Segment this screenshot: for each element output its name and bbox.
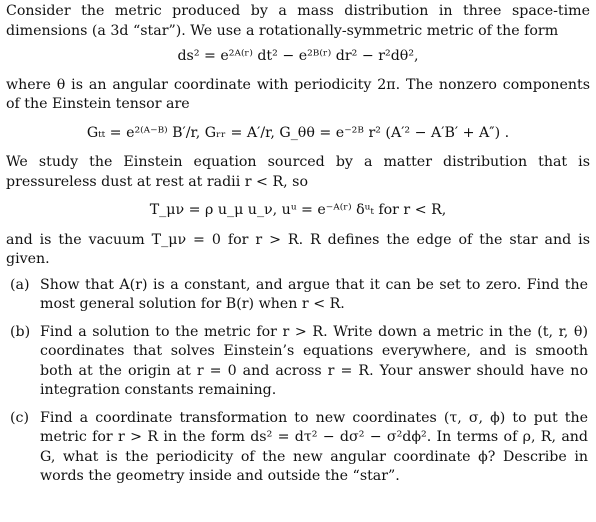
part-c bbox=[6, 409, 590, 487]
part-a-text: Show that A(r) is a constant, and argue that it can be set to zero. Find the most general solution for B(r) when r < R. bbox=[40, 276, 588, 312]
einstein-intro-paragraph: where θ is an angular coordinate with periodicity 2π. The nonzero components of the Einstein tensor are bbox=[6, 76, 590, 112]
einstein-tensor-equation: Gₜₜ = e²⁽ᴬ⁻ᴮ⁾ B′/r, Gᵣᵣ = A′/r, G_θθ = e⁻²ᴮ r² (A′² − A′B′ + A″) . bbox=[86, 124, 510, 141]
part-c-text: Find a coordinate transformation to new coordinates (τ, σ, ϕ) to put the metric for r > R in the form ds² = dτ² − dσ² − σ²dϕ². In terms of ρ, R, and G, what is the periodicity of the new angular coordinate ϕ? Describe in words the geometry inside and outside the “star”. bbox=[40, 409, 588, 484]
part-b-text: Find a solution to the metric for r > R. Write down a metric in the (t, r, θ) coordinates that solves Einstein’s equations everywhere, and is smooth both at the origin at r = 0 and across r = R. Your answer should have no integration constants remaining. bbox=[40, 323, 588, 398]
part-b bbox=[6, 323, 590, 401]
intro-paragraph: Consider the metric produced by a mass distribution in three space-time dimensions (a 3d “star”). We use a rotationally-symmetric metric of the form bbox=[6, 3, 590, 39]
metric-equation: ds² = e²ᴬ⁽ʳ⁾ dt² − e²ᴮ⁽ʳ⁾ dr² − r²dθ², bbox=[177, 48, 419, 64]
part-a bbox=[6, 276, 590, 315]
part-c-label: (c) bbox=[10, 409, 30, 426]
stress-tensor-equation: T_μν = ρ u_μ u_ν, uᵘ = e⁻ᴬ⁽ʳ⁾ δᵘₜ for r < R, bbox=[149, 202, 447, 218]
dust-paragraph: We study the Einstein equation sourced by a matter distribution that is pressureless dust at rest at radii r < R, so bbox=[6, 154, 590, 190]
vacuum-paragraph: and is the vacuum T_μν = 0 for r > R. R defines the edge of the star and is given. bbox=[6, 231, 590, 267]
part-b-label: (b) bbox=[10, 323, 31, 340]
part-a-label: (a) bbox=[10, 276, 30, 293]
